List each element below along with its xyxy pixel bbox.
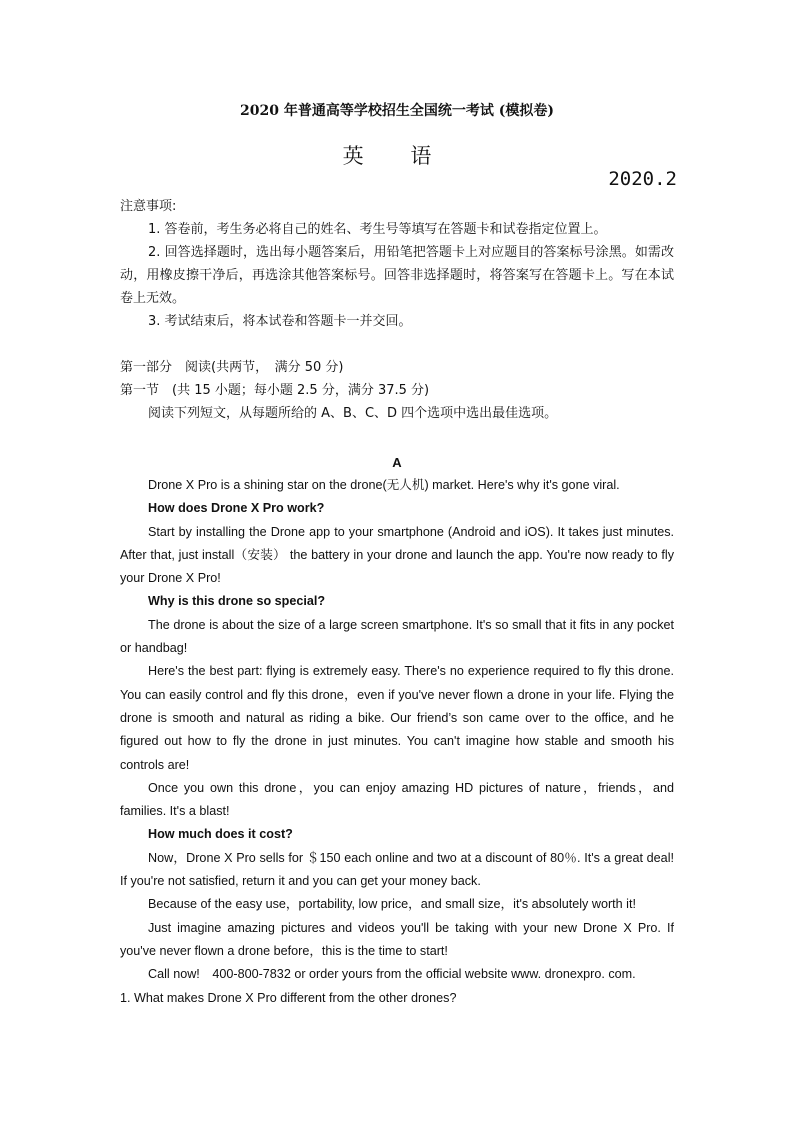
notes-item-2: 2. 回答选择题时，选出每小题答案后，用铅笔把答题卡上对应题目的答案标号涂黑。如需改动，用橡皮擦干净后，再选涂其他答案标号。回答非选择题时，将答案写在答题卡上。写在本试卷上无效。 [120, 245, 674, 307]
passage-heading-1: How does Drone X Pro work? [148, 501, 325, 516]
passage-heading-2: Why is this drone so special? [148, 594, 326, 609]
passage-label: A [392, 455, 402, 470]
notes-item-1: 1. 答卷前，考生务必将自己的姓名、考生号等填写在答题卡和试卷指定位置上。 [148, 222, 607, 238]
exam-date: 2020.2 [608, 168, 677, 190]
subject-title: 英 语 [342, 144, 452, 168]
passage-paragraph-2: The drone is about the size of a large screen smartphone. It's so small that it fits in any pocket or handbag! [120, 617, 674, 656]
section-instruction: 阅读下列短文，从每题所给的 A、B、C、D 四个选项中选出最佳选项。 [148, 406, 558, 422]
passage-paragraph-4: Once you own this drone，you can enjoy amazing HD pictures of nature，friends，and families. It's a blast! [120, 780, 674, 819]
passage-paragraph-8: Call now! 400-800-7832 or order yours from the official website www. dronexpro. com. [148, 967, 636, 982]
passage-paragraph-3: Here's the best part: flying is extremely easy. There's no experience required to fly this drone. You can easily control and fly this drone，even if you've never flown a drone in your life. Flying the drone is smooth and natural as riding a bike. Our friend’s son came over to the office, and he figured out how to fly the drone in just minutes. You can't imagine how stable and smooth his controls are! [120, 664, 674, 772]
exam-title: 2020 年普通高等学校招生全国统一考试 (模拟卷) [240, 103, 554, 119]
notes-heading: 注意事项: [120, 199, 177, 214]
passage-body [120, 474, 674, 1010]
notes-item-3: 3. 考试结束后，将本试卷和答题卡一并交回。 [148, 314, 412, 330]
passage-paragraph-1: Start by installing the Drone app to your smartphone (Android and iOS). It takes just minutes. After that, just install（安装） the battery in your drone and launch the app. You're now ready to fly your Drone X Pro! [120, 524, 674, 586]
passage-paragraph-6: Because of the easy use，portability, low price，and small size，it's absolutely worth it! [148, 897, 636, 912]
part-title: 第一部分 阅读(共两节， 满分 50 分) [120, 360, 344, 375]
passage-paragraph-5: Now，Drone X Pro sells for ＄150 each online and two at a discount of 80％. It's a great deal! If you're not satisfied, return it and you can get your money back. [120, 850, 674, 889]
passage-heading-3: How much does it cost? [148, 827, 293, 842]
section-title: 第一节 (共 15 小题；每小题 2.5 分，满分 37.5 分) [120, 383, 430, 399]
notes-section [120, 195, 674, 333]
passage-paragraph-7: Just imagine amazing pictures and videos you'll be taking with your new Drone X Pro. If you've never flown a drone before，this is the time to start! [120, 920, 674, 958]
part-section [120, 356, 674, 426]
question-1: 1. What makes Drone X Pro different from the other drones? [120, 990, 457, 1005]
passage-intro: Drone X Pro is a shining star on the drone(无人机) market. Here's why it's gone viral. [148, 478, 620, 492]
